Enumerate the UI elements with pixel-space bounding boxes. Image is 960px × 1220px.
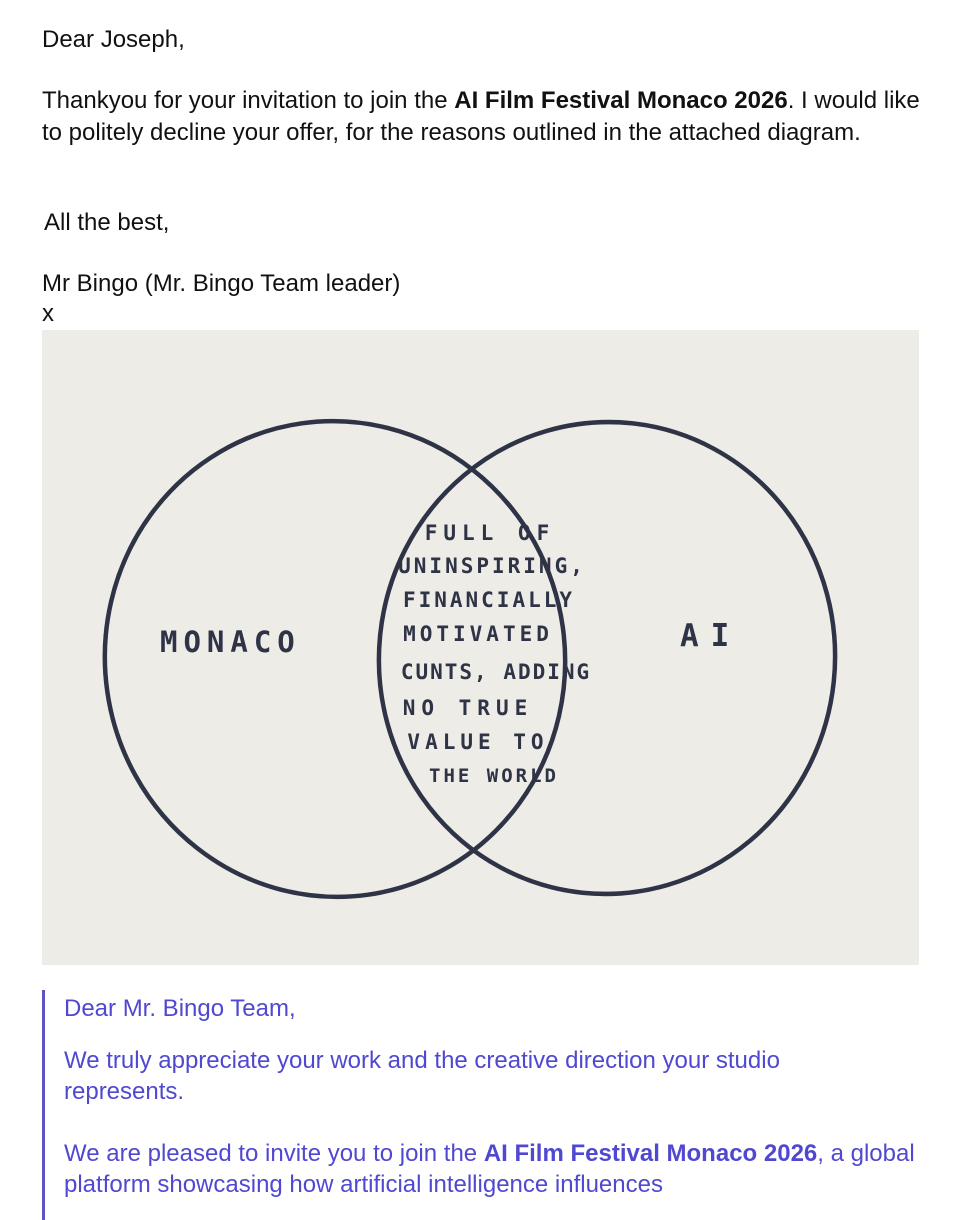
ai-label: AI <box>680 618 742 654</box>
reply-body <box>42 85 922 149</box>
ai-circle <box>356 399 859 916</box>
festival-name: AI Film Festival Monaco 2026 <box>454 87 788 114</box>
reply-signature: Mr Bingo (Mr. Bingo Team leader) <box>42 270 401 297</box>
overlap-line: THE WORLD <box>429 765 559 787</box>
venn-diagram <box>42 330 919 965</box>
quoted-festival-name: AI Film Festival Monaco 2026 <box>483 1140 818 1167</box>
monaco-circle <box>74 391 596 926</box>
quoted-original-message <box>42 990 925 1220</box>
quoted-invite-rest: , a global platform showcasing how artificial intelligence influences <box>64 1140 915 1198</box>
overlap-line: VALUE TO <box>407 730 549 754</box>
overlap-line: CUNTS, ADDING <box>400 660 592 684</box>
quoted-paragraph <box>64 1138 924 1200</box>
monaco-label: MONACO <box>160 625 301 659</box>
quoted-paragraph: We truly appreciate your work and the creative direction your studio represents. <box>64 1047 780 1105</box>
venn-diagram-attachment[interactable] <box>42 330 919 965</box>
quoted-greeting: Dear Mr. Bingo Team, <box>64 995 296 1022</box>
overlap-line: NO TRUE <box>402 696 534 720</box>
reply-signoff: All the best, <box>44 209 170 236</box>
overlap-text <box>398 521 591 787</box>
quoted-invite-lead: We are pleased to invite you to join the <box>64 1140 484 1167</box>
reply-greeting: Dear Joseph, <box>42 26 185 53</box>
reply-kiss: x <box>42 300 54 327</box>
overlap-line: MOTIVATED <box>403 622 553 646</box>
reply-body-lead: Thankyou for your invitation to join the <box>42 87 455 114</box>
overlap-line: FULL OF <box>424 521 556 545</box>
overlap-line: UNINSPIRING, <box>398 554 586 578</box>
overlap-line: FINANCIALLY <box>402 588 576 612</box>
reply-body-rest: . I would like to politely decline your offer, for the reasons outlined in the attached diagram. <box>42 87 920 146</box>
